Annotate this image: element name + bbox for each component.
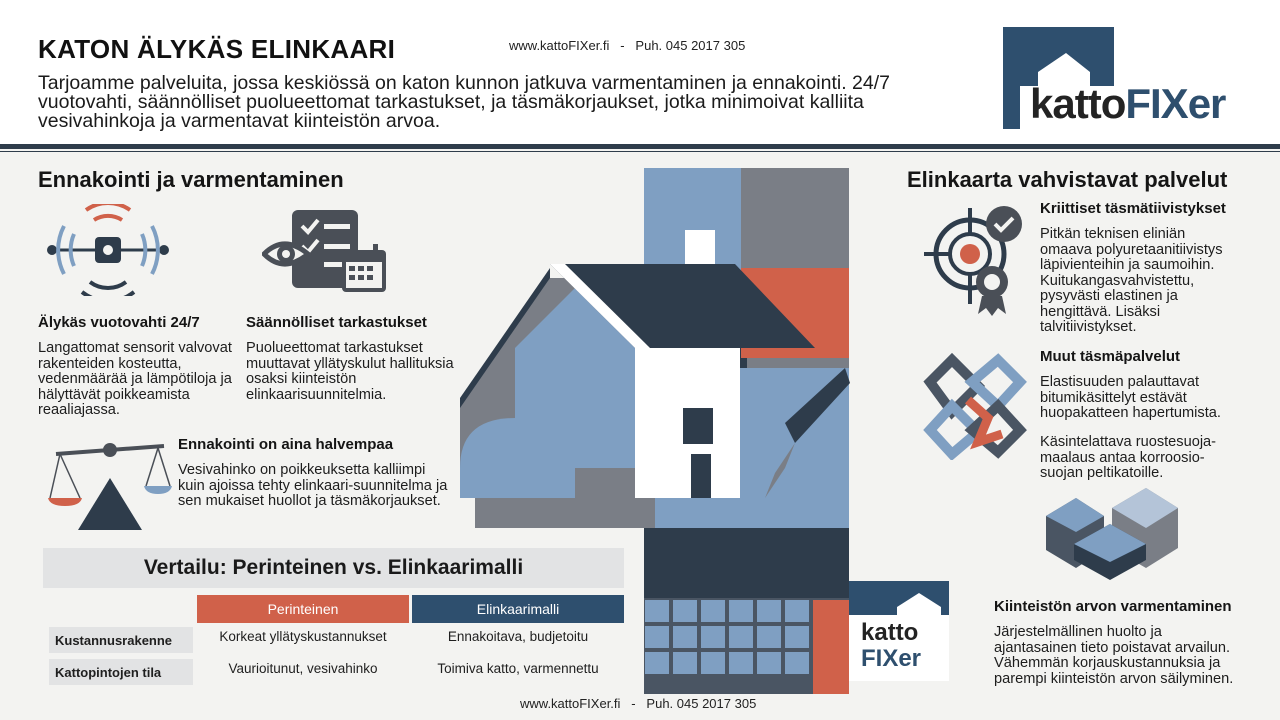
- cell-cost-lifecycle: Ennakoitava, budjetoitu: [447, 629, 589, 644]
- service-text-value: Järjestelmällinen huolto ja ajantasainen tieto poistavat arvailun. Vähemmän korjauskustannuksia ja parempi kiinteistön arvon säilyminen.: [994, 624, 1234, 687]
- row-label-roof-state: Kattopintojen tila: [49, 659, 193, 685]
- intro-text: Tarjoamme palveluita, jossa keskiössä on katon kunnon jatkuva varmentaminen ja ennakointi. 24/7 vuotovahti, säännölliset puolueettomat tarkastukset, ja täsmäkorjaukset, jotka minimoivat kalliita vesivahinkoja ja varmentavat kiinteistön arvoa.: [38, 72, 890, 132]
- cell-state-traditional: Vaurioitunut, vesivahinko: [228, 661, 378, 676]
- target-badge-icon: [924, 204, 1030, 316]
- small-logo: [849, 581, 949, 681]
- footer-contact[interactable]: www.kattoFIXer.fi - Puh. 045 2017 305: [520, 696, 757, 711]
- service-title-value: Kiinteistön arvon varmentaminen: [994, 598, 1232, 615]
- column-header-lifecycle: Elinkaarimalli: [412, 595, 624, 623]
- house-logo-small-icon: [849, 581, 949, 621]
- inspection-icon: [262, 208, 388, 294]
- cell-state-lifecycle: Toimiva katto, varmennettu: [437, 661, 599, 676]
- feature-text-inspection: Puolueettomat tarkastukset muuttavat yllätyskulut hallituksia osaksi kiinteistön elinkaarisuunnitelmia.: [246, 340, 454, 403]
- left-heading: Ennakointi ja varmentaminen: [38, 167, 344, 192]
- brand-logo: [1000, 26, 1250, 130]
- header-contact[interactable]: www.kattoFIXer.fi - Puh. 045 2017 305: [509, 38, 746, 53]
- repair-knot-icon: [922, 352, 1028, 460]
- header-divider-thin: [0, 151, 1280, 152]
- sensor-icon: [46, 204, 170, 296]
- small-logo-line2: FIXer: [861, 645, 922, 672]
- feature-title-sensor: Älykäs vuotovahti 24/7: [38, 314, 200, 331]
- feature-title-prevention: Ennakointi on aina halvempaa: [178, 436, 394, 453]
- service-text-other-2: Käsintelattava ruostesuoja-maalaus antaa korroosio-suojan peltikatoille.: [1040, 434, 1217, 481]
- scale-icon: [46, 440, 174, 532]
- row-label-cost: Kustannusrakenne: [49, 627, 193, 653]
- cell-cost-traditional: Korkeat yllätyskustannukset: [219, 629, 387, 644]
- small-logo-line1: katto: [861, 619, 919, 646]
- comparison-title: Vertailu: Perinteinen vs. Elinkaarimalli: [43, 548, 624, 588]
- feature-title-inspection: Säännölliset tarkastukset: [246, 314, 427, 331]
- service-text-other-1: Elastisuuden palauttavat bitumikäsittelyt estävät huopakatteen hapertumista.: [1040, 374, 1221, 421]
- service-title-sealing: Kriittiset täsmätiivistykset: [1040, 200, 1226, 217]
- house-illustration: [455, 168, 855, 698]
- logo-wordmark: kattoFIXer: [1030, 80, 1226, 127]
- feature-text-sensor: Langattomat sensorit valvovat rakenteiden kosteutta, vedenmäärää ja lämpötiloja ja hälyttävät poikkeamista reaaliajassa.: [38, 340, 232, 418]
- property-blocks-icon: [1044, 488, 1180, 582]
- page-title: KATON ÄLYKÄS ELINKAARI: [38, 34, 396, 64]
- service-title-other: Muut täsmäpalvelut: [1040, 348, 1181, 365]
- right-heading: Elinkaarta vahvistavat palvelut: [907, 167, 1228, 192]
- service-text-sealing: Pitkän teknisen eliniän omaava polyuretaanitiivistys läpivienteihin ja saumoihin. Kuitukangasvahvistettu, pysyvästi elastinen ja hengittävä. Lisäksi talvitiivistykset.: [1040, 226, 1223, 335]
- column-header-traditional: Perinteinen: [197, 595, 409, 623]
- header-divider: [0, 144, 1280, 149]
- feature-text-prevention: Vesivahinko on poikkeuksetta kalliimpi kuin ajoissa tehty elinkaari-suunnitelma ja sen mukaiset huollot ja täsmäkorjaukset.: [178, 462, 448, 509]
